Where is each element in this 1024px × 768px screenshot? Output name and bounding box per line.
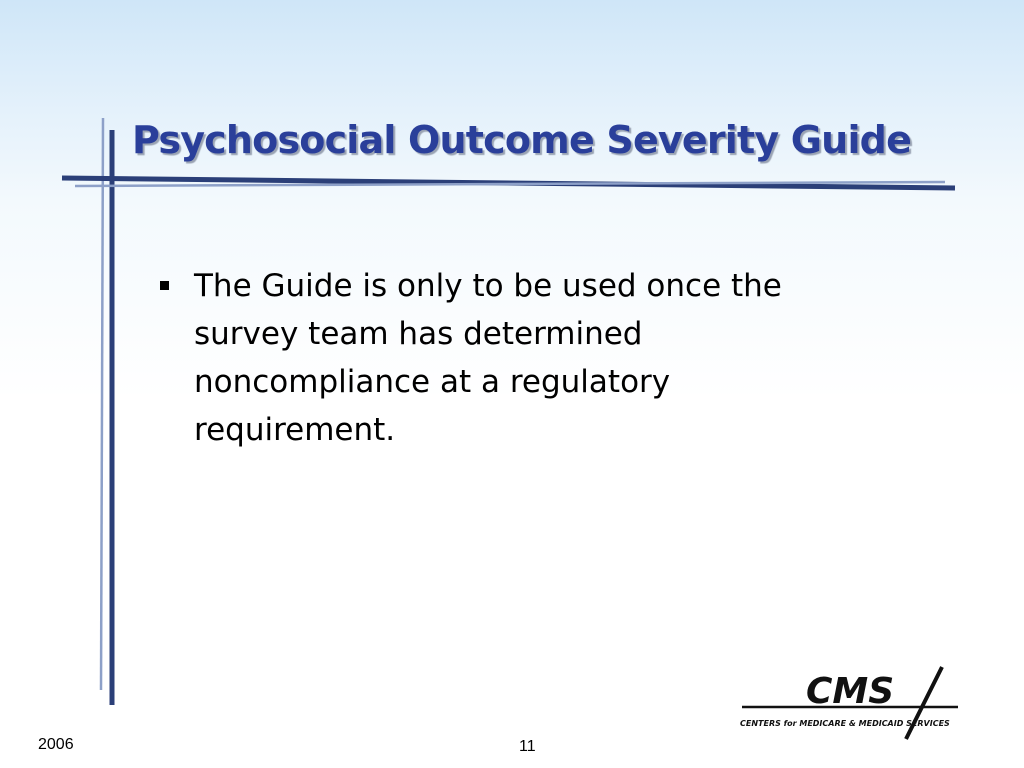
- logo-wordmark: CMS: [806, 671, 895, 712]
- footer-year: 2006: [38, 736, 74, 753]
- cms-logo: [730, 665, 960, 745]
- slide-title: Psychosocial Outcome Severity Guide: [132, 118, 912, 162]
- square-bullet-icon: [160, 281, 169, 290]
- bullet-list: [160, 262, 880, 454]
- page-number: 11: [519, 738, 536, 755]
- logo-slash-line: [906, 667, 942, 739]
- bullet-item: [160, 262, 880, 454]
- logo-subtitle: CENTERS for MEDICARE & MEDICAID SERVICES: [740, 719, 950, 728]
- bullet-text: The Guide is only to be used once the survey team has determined noncompliance at a regulatory requirement.: [194, 268, 782, 448]
- vertical-line-thin: [101, 118, 103, 690]
